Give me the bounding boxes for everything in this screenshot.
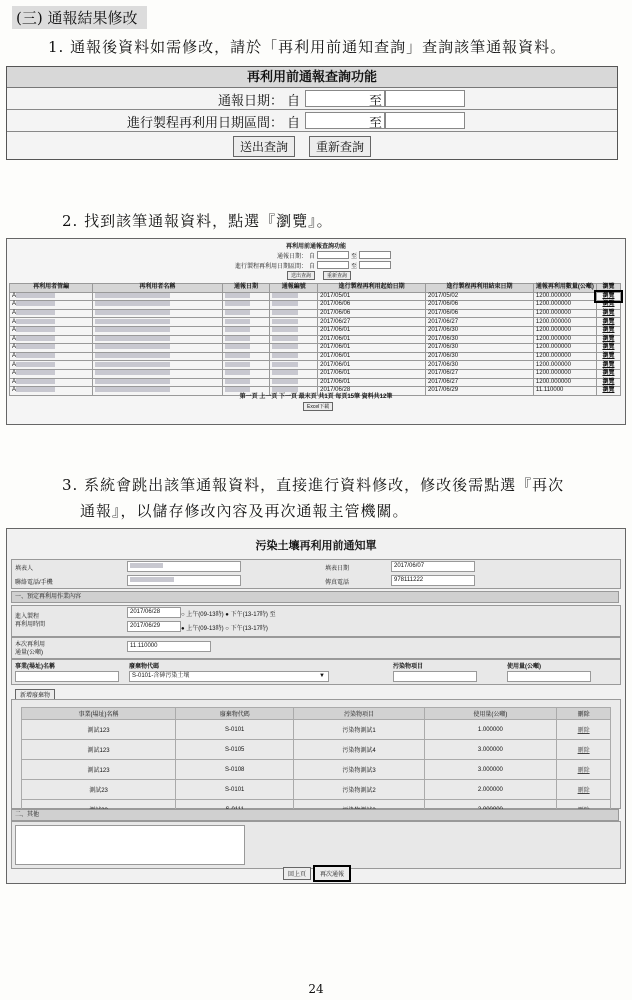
table-cell: 污染物測試2	[294, 780, 424, 800]
table-cell: A	[10, 361, 93, 370]
table-cell: 2017/06/30	[426, 326, 534, 335]
delete-link[interactable]: 刪除	[557, 760, 611, 780]
table-row	[10, 318, 621, 327]
add-waste-button[interactable]: 新增廢棄物	[15, 689, 55, 700]
table-cell	[93, 344, 222, 353]
redacted-block	[225, 353, 251, 358]
table-cell: 2017/06/27	[426, 318, 534, 327]
redacted-block	[225, 319, 251, 324]
table-cell: 2017/06/01	[318, 378, 426, 387]
table-cell: A	[10, 352, 93, 361]
table-cell	[93, 369, 222, 378]
form-title: 污染土壤再利用前通知單	[255, 540, 377, 552]
query-row-notify-date	[7, 88, 617, 110]
table-cell: 1200.000000	[533, 344, 596, 353]
redacted-block	[272, 310, 298, 315]
col-qty-label: 使用量(公噸)	[507, 664, 541, 670]
view-link[interactable]: 瀏覽	[596, 326, 620, 335]
delete-link[interactable]: 刪除	[557, 740, 611, 760]
pollutant-input[interactable]	[393, 671, 477, 682]
table-cell	[270, 352, 318, 361]
date-input[interactable]: 2017/06/07	[391, 561, 475, 572]
view-link[interactable]: 瀏覽	[596, 309, 620, 318]
table-cell: 污染物測試4	[294, 740, 424, 760]
table-cell: 2017/06/01	[318, 344, 426, 353]
date-label: 填表日期	[325, 566, 350, 572]
table-cell: 2017/06/01	[318, 361, 426, 370]
table-row	[10, 335, 621, 344]
end-date-input[interactable]: 2017/06/29	[127, 621, 181, 632]
redacted-block	[16, 344, 55, 349]
table-cell	[222, 335, 270, 344]
start-time-radio[interactable]: ○ 上午(09-13時) ● 下午(13-17時) 至	[181, 612, 276, 618]
table-cell: 2017/06/06	[426, 301, 534, 310]
to-label: 至	[351, 264, 358, 270]
redacted-block	[95, 327, 170, 332]
waste-header-cell: 使用量(公噸)	[424, 708, 557, 720]
col-site-label: 事業(場址)名稱	[15, 664, 55, 670]
results-header-cell: 再利用者名稱	[93, 284, 222, 293]
from-label: 自	[309, 254, 316, 260]
table-cell	[93, 301, 222, 310]
view-link[interactable]: 瀏覽	[596, 344, 620, 353]
table-cell: 2017/06/06	[318, 301, 426, 310]
table-cell: A	[10, 326, 93, 335]
table-cell: 測試23	[22, 780, 176, 800]
col-pollutant-label: 污染物項目	[393, 664, 424, 670]
results-header-cell: 進行製程再利用起始日期	[318, 284, 426, 293]
table-row	[10, 378, 621, 387]
table-cell: 2017/06/30	[426, 344, 534, 353]
table-cell: 1200.000000	[533, 378, 596, 387]
table-cell	[93, 318, 222, 327]
redacted-block	[95, 336, 170, 341]
table-cell: A	[10, 318, 93, 327]
excel-download-button[interactable]: Excel下載	[303, 402, 333, 411]
table-cell	[93, 335, 222, 344]
pager[interactable]: 第一頁 上一頁 下一頁 最末頁 共1頁 每頁15筆 資料共12筆	[239, 394, 393, 400]
table-cell: 2017/06/06	[318, 309, 426, 318]
notify-date-label: 通報日期：	[276, 254, 307, 260]
waste-header-cell: 事業(場址)名稱	[22, 708, 176, 720]
table-cell: 2017/05/01	[318, 292, 426, 301]
fax-label: 傳真電話	[325, 580, 350, 586]
redacted-block	[225, 344, 251, 349]
view-link[interactable]: 瀏覽	[596, 335, 620, 344]
delete-link[interactable]: 刪除	[557, 720, 611, 740]
table-cell: 2017/06/30	[426, 352, 534, 361]
table-cell: 3.000000	[424, 760, 557, 780]
phone-input[interactable]	[127, 575, 241, 586]
table-cell	[93, 292, 222, 301]
table-cell	[93, 326, 222, 335]
redacted-block	[272, 327, 298, 332]
table-cell: 1200.000000	[533, 309, 596, 318]
redacted-block	[225, 379, 251, 384]
table-cell: 1200.000000	[533, 292, 596, 301]
redacted-block	[16, 370, 55, 375]
to-label: 至	[351, 254, 358, 260]
table-cell	[222, 292, 270, 301]
fax-input[interactable]: 978111222	[391, 575, 475, 586]
section-1-header: 一、預定再利用作業內容	[11, 591, 619, 603]
table-row	[10, 326, 621, 335]
process-period-label: 進行製程再利用日期區間：	[126, 115, 283, 130]
redacted-block	[225, 301, 251, 306]
table-cell	[270, 378, 318, 387]
table-cell: A	[10, 369, 93, 378]
qty-label-1: 本次再利用	[15, 642, 46, 648]
waste-table	[21, 707, 611, 820]
table-cell: S-0105	[176, 740, 294, 760]
redacted-block	[272, 344, 298, 349]
results-period-to-input[interactable]	[359, 261, 391, 269]
redacted-block	[225, 310, 251, 315]
table-cell: 2017/06/01	[318, 326, 426, 335]
contact-label: 填表人	[15, 566, 34, 572]
table-cell	[270, 326, 318, 335]
chevron-down-icon: ▼	[319, 673, 325, 679]
table-cell	[222, 318, 270, 327]
table-cell: A	[10, 309, 93, 318]
table-cell	[222, 301, 270, 310]
redacted-block	[225, 362, 251, 367]
table-cell	[93, 352, 222, 361]
table-cell	[93, 378, 222, 387]
qty-label-2: 通量(公噸)	[15, 650, 43, 656]
table-cell: A	[10, 387, 93, 396]
results-reset-button[interactable]: 重新查詢	[323, 271, 351, 280]
table-cell: 2017/05/02	[426, 292, 534, 301]
waste-header-cell: 廢棄物代碼	[176, 708, 294, 720]
table-cell: 2017/06/27	[426, 378, 534, 387]
reset-query-button[interactable]: 重新查詢	[309, 136, 371, 157]
view-link[interactable]: 瀏覽	[596, 378, 620, 387]
table-cell: A	[10, 344, 93, 353]
step-3-line-1: 3. 系統會跳出該筆通報資料，直接進行資料修改，修改後需點選『再次	[62, 476, 565, 494]
results-date-from-input[interactable]	[317, 251, 349, 259]
query-panel	[6, 66, 618, 160]
results-panel-title: 再利用前通報查詢功能	[285, 244, 346, 250]
table-cell	[222, 352, 270, 361]
redacted-block	[95, 293, 170, 298]
view-link[interactable]: 瀏覽	[596, 369, 620, 378]
table-cell: S-0101	[176, 720, 294, 740]
phone-label: 聯絡電話/手機	[15, 580, 53, 586]
results-date-to-input[interactable]	[359, 251, 391, 259]
qty-input[interactable]: 11.110000	[127, 641, 211, 652]
table-cell: 1200.000000	[533, 318, 596, 327]
redacted-block	[272, 379, 298, 384]
table-row	[22, 780, 611, 800]
step-3-line-2: 通報』，以儲存修改內容及再次通報主管機關。	[80, 502, 409, 520]
view-link[interactable]: 瀏覽	[596, 318, 620, 327]
table-cell: S-0108	[176, 760, 294, 780]
table-row	[10, 352, 621, 361]
table-cell	[270, 318, 318, 327]
waste-header-cell: 刪除	[557, 708, 611, 720]
waste-code-value: S-0101-含砷污染土壤	[132, 673, 190, 679]
period-block	[11, 605, 621, 637]
table-cell: 測試123	[22, 720, 176, 740]
step-2-text: 2. 找到該筆通報資料，點選『瀏覽』。	[62, 212, 333, 230]
redacted-block	[225, 370, 251, 375]
table-cell	[93, 309, 222, 318]
redacted-block	[16, 293, 55, 298]
redacted-block	[95, 379, 170, 384]
table-row	[22, 720, 611, 740]
results-table	[9, 283, 621, 396]
site-input[interactable]	[15, 671, 119, 682]
to-label: 至	[369, 115, 383, 130]
table-cell: 1200.000000	[533, 369, 596, 378]
table-cell: 1.000000	[424, 720, 557, 740]
process-period-label: 進行製程再利用日期區間：	[234, 264, 307, 270]
table-cell	[222, 369, 270, 378]
table-cell	[270, 335, 318, 344]
table-cell	[222, 309, 270, 318]
redacted-block	[16, 379, 55, 384]
redacted-block	[225, 293, 251, 298]
results-header-cell: 進行製程再利用結束日期	[426, 284, 534, 293]
redacted-block	[95, 370, 170, 375]
table-cell: A	[10, 335, 93, 344]
table-cell	[270, 344, 318, 353]
table-cell: 2017/06/30	[426, 335, 534, 344]
table-cell: 2017/06/27	[318, 318, 426, 327]
usage-input[interactable]	[507, 671, 591, 682]
results-header-cell: 通報日期	[222, 284, 270, 293]
table-cell: 2017/06/01	[318, 352, 426, 361]
table-cell: 2017/06/30	[426, 361, 534, 370]
from-label: 自	[309, 264, 316, 270]
view-link[interactable]: 瀏覽	[596, 301, 620, 310]
table-row	[10, 369, 621, 378]
redacted-block	[16, 353, 55, 358]
results-header-cell: 通報再利用數量(公噸)	[533, 284, 596, 293]
view-link[interactable]: 瀏覽	[596, 352, 620, 361]
delete-link[interactable]: 刪除	[557, 780, 611, 800]
table-cell: 1200.000000	[533, 352, 596, 361]
redacted-block	[16, 327, 55, 332]
col-code-label: 廢棄物代碼	[129, 664, 160, 670]
resubmit-button[interactable]: 再次通報	[313, 865, 351, 882]
process-period-to-input[interactable]	[385, 112, 465, 129]
redacted-block	[272, 362, 298, 367]
redacted-block	[95, 301, 170, 306]
qty-block	[11, 637, 621, 659]
table-cell: 2017/06/28	[318, 387, 426, 396]
view-link[interactable]: 瀏覽	[596, 361, 620, 370]
view-link[interactable]: 瀏覽	[596, 387, 620, 396]
table-cell: 2.000000	[424, 780, 557, 800]
redacted-block	[272, 293, 298, 298]
end-time-radio[interactable]: ● 上午(09-13時) ○ 下午(13-17時)	[181, 626, 268, 632]
table-cell: A	[10, 301, 93, 310]
period-label-1: 進入製程	[15, 614, 40, 620]
redacted-block	[95, 344, 170, 349]
contact-block	[11, 559, 621, 589]
notify-date-label: 通報日期：	[217, 93, 283, 108]
notify-date-to-input[interactable]	[385, 90, 465, 107]
table-cell: S-0101	[176, 780, 294, 800]
waste-header-cell: 污染物項目	[294, 708, 424, 720]
page-number: 24	[308, 982, 324, 996]
redacted-block	[16, 319, 55, 324]
section-title: (三) 通報結果修改	[12, 6, 147, 29]
start-date-input[interactable]: 2017/06/28	[127, 607, 181, 618]
contact-input[interactable]	[127, 561, 241, 572]
section-2-header: 二、其他	[11, 809, 619, 821]
redacted-block	[16, 301, 55, 306]
redacted-block	[272, 319, 298, 324]
table-row	[10, 361, 621, 370]
table-cell: A	[10, 292, 93, 301]
table-cell: 測試123	[22, 760, 176, 780]
table-cell: 2017/06/29	[426, 387, 534, 396]
query-panel-title: 再利用前通報查詢功能	[7, 67, 617, 88]
from-label: 自	[287, 115, 301, 130]
redacted-block	[225, 336, 251, 341]
table-cell: 3.000000	[424, 740, 557, 760]
table-cell: A	[10, 378, 93, 387]
table-cell: 11.110000	[533, 387, 596, 396]
view-link[interactable]: 瀏覽	[596, 292, 620, 301]
results-header-cell: 瀏覽	[596, 284, 620, 293]
table-cell: 1200.000000	[533, 361, 596, 370]
results-header-cell: 通報編號	[270, 284, 318, 293]
redacted-block	[16, 336, 55, 341]
redacted-block	[95, 310, 170, 315]
table-cell	[270, 292, 318, 301]
table-cell: 2017/06/06	[426, 309, 534, 318]
redacted-block	[272, 353, 298, 358]
table-cell	[222, 344, 270, 353]
table-cell	[222, 361, 270, 370]
table-cell	[270, 361, 318, 370]
table-cell: 2017/06/27	[426, 369, 534, 378]
redacted-block	[16, 310, 55, 315]
table-row	[10, 292, 621, 301]
redacted-block	[95, 362, 170, 367]
table-cell	[270, 301, 318, 310]
to-label: 至	[369, 93, 383, 108]
table-cell	[93, 361, 222, 370]
results-panel	[6, 238, 626, 425]
from-label: 自	[287, 93, 301, 108]
table-cell: 1200.000000	[533, 326, 596, 335]
table-cell: 1200.000000	[533, 335, 596, 344]
back-button[interactable]: 回上頁	[283, 867, 311, 880]
redacted-block	[95, 319, 170, 324]
table-row	[10, 309, 621, 318]
table-cell: 2017/06/01	[318, 335, 426, 344]
redacted-block	[95, 353, 170, 358]
results-period-from-input[interactable]	[317, 261, 349, 269]
table-row	[22, 740, 611, 760]
redacted-block	[272, 370, 298, 375]
table-cell	[270, 309, 318, 318]
notification-form	[6, 528, 626, 884]
other-textarea[interactable]	[15, 825, 245, 865]
redacted-block	[225, 327, 251, 332]
table-cell	[222, 378, 270, 387]
submit-query-button[interactable]: 送出查詢	[233, 136, 295, 157]
results-header-cell: 再利用者管編	[10, 284, 93, 293]
redacted-block	[16, 362, 55, 367]
waste-code-select[interactable]	[129, 671, 329, 682]
redacted-block	[272, 336, 298, 341]
table-cell: 污染物測試1	[294, 720, 424, 740]
table-cell: 1200.000000	[533, 301, 596, 310]
query-row-process-period	[7, 110, 617, 132]
table-cell: 2017/06/01	[318, 369, 426, 378]
table-row	[10, 344, 621, 353]
step-1-text: 1. 通報後資料如需修改，請於「再利用前通知查詢」查詢該筆通報資料。	[48, 38, 567, 56]
results-submit-button[interactable]: 送出查詢	[287, 271, 315, 280]
table-cell: 測試123	[22, 740, 176, 760]
table-cell	[222, 326, 270, 335]
redacted-block	[272, 301, 298, 306]
table-row	[10, 301, 621, 310]
period-label-2: 再利用時間	[15, 622, 46, 628]
table-cell: 污染物測試3	[294, 760, 424, 780]
table-cell	[270, 369, 318, 378]
table-row	[22, 760, 611, 780]
